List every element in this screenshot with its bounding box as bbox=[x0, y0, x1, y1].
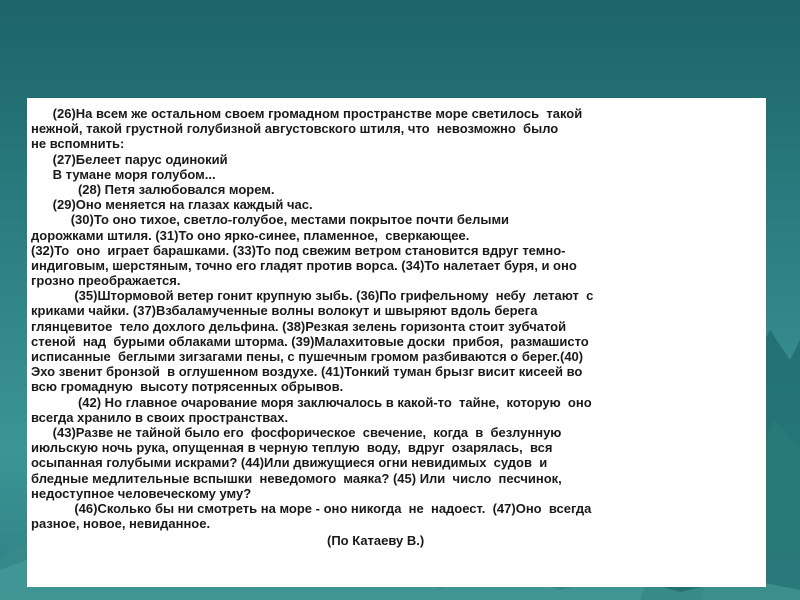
paragraph bbox=[31, 182, 760, 197]
text-line: (28) Петя залюбовался морем. bbox=[31, 181, 275, 197]
paragraph bbox=[31, 106, 760, 152]
text-line: исписанные беглыми зигзагами пены, с пушечным громом разбиваются о берег.(40) bbox=[31, 349, 584, 364]
text-line: Эхо звенит бронзой в оглушенном воздухе. (41)Тонкий туман брызг висит кисеей во bbox=[31, 364, 583, 380]
text-line: (29)Оно меняется на глазах каждый час. bbox=[31, 197, 313, 213]
paragraph bbox=[31, 288, 760, 394]
text-line: (30)То оно тихое, светло-голубое, местами покрытое почти белыми bbox=[31, 212, 510, 228]
text-line: (26)На всем же остальном своем громадном пространстве море светилось такой bbox=[31, 106, 583, 121]
text-line: июльскую ночь рука, опущенная в черную теплую воду, вдруг озарялась, вся bbox=[31, 440, 553, 456]
text-line: индиговым, шерстяным, точно его гладят против ворса. (34)То налетает буря, и оно bbox=[31, 257, 577, 273]
text-line: (35)Штормовой ветер гонит крупную зыбь. (36)По грифельному небу летают с bbox=[31, 288, 594, 304]
text-line: (42) Но главное очарование моря заключалось в какой-то тайне, которую оно bbox=[31, 394, 592, 410]
paragraph bbox=[31, 212, 760, 288]
text-line: не вспомнить: bbox=[31, 136, 125, 152]
text-line: осыпанная голубыми искрами? (44)Или движущиеся огни невидимых судов и bbox=[31, 455, 548, 471]
attribution: (По Катаеву В.) bbox=[327, 533, 425, 549]
paragraph bbox=[31, 425, 760, 501]
text-line: (46)Сколько бы ни смотреть на море - оно никогда не надоест. (47)Оно всегда bbox=[31, 500, 592, 516]
text-line: дорожками штиля. (31)То оно ярко-синее, пламенное, сверкающее. bbox=[31, 227, 470, 243]
document-body bbox=[31, 106, 760, 548]
text-line: нежной, такой грустной голубизной августовского штиля, что невозможно было bbox=[31, 121, 559, 137]
text-line: разное, новое, невиданное. bbox=[31, 516, 211, 532]
text-line: стеной над бурыми облаками шторма. (39)Малахитовые доски прибоя, размашисто bbox=[31, 333, 589, 349]
text-line: грозно преображается. bbox=[31, 273, 181, 289]
text-line: (32)То оно играет барашками. (33)То под свежим ветром становится вдруг темно- bbox=[31, 242, 566, 258]
paragraph bbox=[31, 501, 760, 531]
paragraph bbox=[31, 152, 760, 182]
text-panel bbox=[27, 98, 766, 587]
text-line: недоступное человеческому уму? bbox=[31, 485, 252, 501]
text-line: всю громадную высоту потрясенных обрывов. bbox=[31, 379, 344, 395]
text-line: (27)Белеет парус одинокий bbox=[31, 151, 228, 167]
text-line: (43)Разве не тайной было его фосфорическое свечение, когда в безлунную bbox=[31, 424, 562, 440]
text-line: криками чайки. (37)Взбаламученные волны волокут и швыряют вдоль берега bbox=[31, 303, 538, 319]
text-line: всегда хранило в своих пространствах. bbox=[31, 409, 289, 425]
paragraph bbox=[31, 395, 760, 425]
paragraph bbox=[31, 197, 760, 212]
text-line: бледные медлительные вспышки неведомого маяка? (45) Или число песчинок, bbox=[31, 470, 562, 486]
text-line: глянцевитое тело дохлого дельфина. (38)Резкая зелень горизонта стоит зубчатой bbox=[31, 318, 567, 334]
text-line: В тумане моря голубом... bbox=[31, 166, 216, 182]
